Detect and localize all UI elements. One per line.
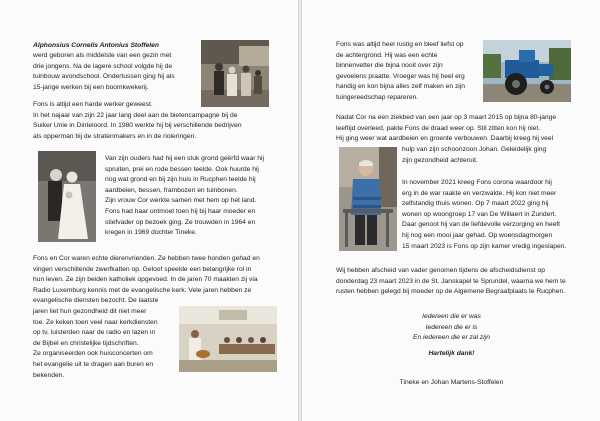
portrait-photo	[339, 147, 397, 251]
wedding-photo	[38, 151, 96, 242]
character-paragraph: Fons was altijd heel rustig en bleef liefst op de achtergrond. Hij was een echte binnenvetter die bijna nooit over zijn gevoelens praatte. Vroeger was hij heel erg handig en kon bijna alles zelf maken en zijn tuingereedschap repareren.	[336, 41, 466, 101]
house-concert-photo	[179, 306, 277, 372]
help-paragraph: hulp van zijn schoonzoon Johan. Geleidelijk ging zijn gezondheid achteruit.	[402, 146, 547, 164]
right-page	[301, 0, 600, 421]
work-paragraph: Fons is altijd een harde werker geweest. In het najaar van zijn 22 jaar lang deel aan de bietencampagne bij de Suiker Unie in Dinteloord. In 1980 werkte hij bij verschillende bedrijven als opperman bij de stratenmakers en in de rioleringen.	[33, 101, 242, 140]
tractor-photo	[483, 40, 571, 102]
heading-name: Alphonsius Cornelis Antonius Stoffelen	[33, 42, 159, 49]
farewell-paragraph: Wij hebben afscheid van vader genomen tijdens de afscheidsdienst op donderdag 23 maart 2023 in de St. Janskapel te Sprundel, waarna we hem te rusten hebben gelegd bij moeder op de Algemene Begraafplaats te Rucphen.	[336, 267, 566, 296]
intro-paragraph: werd geboren als middelste van een gezin met drie jongens. Na de lagere school volgde hij de tuinbouw avondschool. Ondertussen ging hij als 15-jarige werken bij een boomkwekerij.	[33, 52, 175, 91]
poem: Iedereen die er was Iedereen die er is En iedereen die er zal zijn	[413, 313, 490, 342]
left-page	[0, 0, 299, 421]
corona-paragraph: In november 2021 kreeg Fons corona waardoor hij erg in de war raakte en verzwakte. Hij kon niet meer zelfstandig thuis wonen. Op 7 maart 2022 ging hij wonen op woongroep 17 van De Willaert in Zundert. Daar genoot hij van de liefdevolle verzorging en heeft hij nog een mooi jaar gehad. Op woensdagmorgen 15 maart 2023 is Fons op zijn kamer vredig ingeslapen.	[402, 179, 567, 250]
family-photo	[201, 40, 269, 107]
thanks-text: Hartelijk dank!	[428, 350, 475, 357]
signature-text: Tineke en Johan Martens-Stoffelen	[399, 379, 504, 386]
faith-paragraph-top: Fons en Cor waren echte dierenvrienden. Ze hebben twee honden gehad en vingen verschillende zwerfkatten op. Geloof speelde een belangrijke rol in hun leven. Ze zijn beiden katholiek opgevoed. In de jaren 70 maakten zij via Radio Luxemburg kennis met de evangelische kerk. Vele jaren hebben ze evangelische diensten bezocht. De laatste	[33, 255, 260, 305]
after-cor-paragraph: Nadat Cor na een ziekbed van een jaar op 3 maart 2015 op bijna 80-jarige leeftijd overleed, pakte Fons de draad weer op. Stil zitten kon hij niet. Hij ging weer wat aardbeien en groente verbouwen. Daarbij kreeg hij veel	[336, 114, 557, 143]
faith-paragraph-bottom: jaren liet hun gezondheid dit niet meer toe. Ze keken toen veel naar kerkdiensten op tv, luisterden naar de radio en lazen in de Bijbel en christelijke tijdschriften. Ze organiseerden ook huisconcerten om het evangelie uit te dragen aan buren en bekenden.	[33, 308, 158, 379]
family-paragraph: Van zijn ouders had hij een stuk grond geërfd waar hij spruiten, prei en rode bessen teelde. Ook huurde hij nog wat grond en bij zijn huis in Rucphen teelde hij aardbeien, bessen, frambozen en tuinbonen. Zijn vrouw Cor werkte samen met hem op het land. Fons had haar ontmoet toen hij bij haar moeder en stiefvader op bezoek ging. Ze trouwden in 1964 en kregen in 1969 dochter Tineke.	[105, 155, 264, 237]
